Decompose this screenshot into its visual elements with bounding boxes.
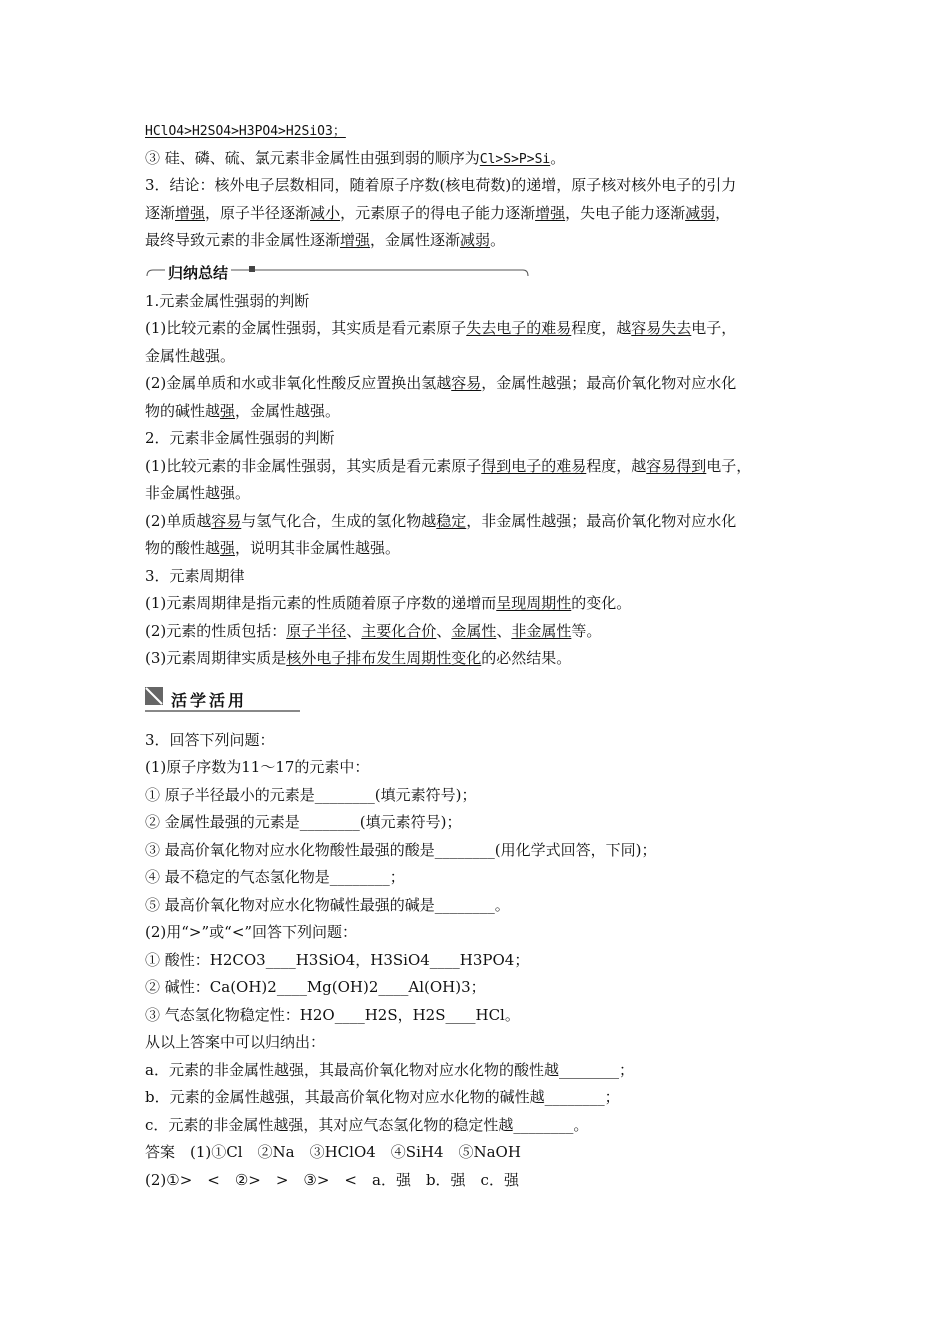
answer-blank: 容易 [451,374,482,392]
text: ， [715,203,731,222]
text: 最终导致元素的非金属性逐渐 [145,231,341,249]
summary-line [145,535,825,563]
text: (1)比较元素的非金属性强弱，其实质是看元素原子 [145,456,482,475]
summary-line [145,508,825,536]
question-line: b．元素的金属性越强，其最高价氧化物对应水化物的碱性越________； [145,1088,620,1106]
text: 的必然结果。 [481,649,572,667]
text: 电子， [706,456,752,475]
summary-line: 3．元素周期律 [145,566,245,585]
answer-blank: 得到电子的难易 [481,456,587,475]
text: 物的酸性越 [145,539,221,557]
conclusion-line-3 [145,227,825,255]
answer-blank: 增强 [340,231,371,249]
text: 。 [490,231,506,249]
acid-order-line [145,117,825,145]
answer-blank: Cl>S>P>Si [479,151,551,167]
document-page [145,117,825,1194]
question-line: (1)原子序数为11～17的元素中： [145,758,370,776]
question-line: (2)用“>”或“<”回答下列问题： [145,923,358,941]
question-line: ③ 气态氢化物稳定性：H2O____H2S，H2S____HCl。 [145,1005,520,1024]
answer-blank: 核外电子排布发生周期性变化 [286,649,482,667]
text: 、 [496,621,512,640]
answer-blank: 主要化合价 [361,621,437,640]
text: 与氢气化合，生成的氢化物越 [241,511,437,530]
question-line: ② 金属性最强的元素是________(填元素符号)； [145,813,462,831]
answer-blank: 减小 [310,203,341,222]
text: 等。 [571,621,602,640]
text: 逐渐 [145,203,176,222]
summary-header [145,258,825,288]
answer-blank: 稳定 [436,511,467,530]
summary-line [145,370,825,398]
question-line: ④ 最不稳定的气态氢化物是________； [145,868,405,886]
question-line: ③ 最高价氧化物对应水化物酸性最强的酸是________(用化学式回答，下同)； [145,840,657,859]
answer-blank: 减弱 [460,231,491,249]
conclusion-line-2 [145,200,825,228]
summary-line [145,618,825,646]
summary-line [145,645,825,673]
text: 、 [346,621,362,640]
summary-line [145,453,825,481]
question-line: ① 酸性：H2CO3____H3SiO4，H3SiO4____H3PO4； [145,950,530,969]
summary-line: 1.元素金属性强弱的判断 [145,291,310,310]
text: (1)元素周期律是指元素的性质随着原子序数的递增而 [145,594,497,612]
practice-title: 活学活用 [171,690,248,710]
text: (2)金属单质和水或非氧化性酸反应置换出氢越 [145,374,452,392]
text: 程度，越 [586,456,647,475]
text: 物的碱性越 [145,401,221,420]
answer-blank: 非金属性 [511,621,572,640]
text: ，金属性逐渐 [370,231,461,249]
question-line: ⑤ 最高价氧化物对应水化物碱性最强的碱是________。 [145,895,510,914]
answer-blank: 金属性 [451,621,497,640]
text: (3)元素周期律实质是 [145,649,287,667]
question-line: 3．回答下列问题： [145,730,275,749]
answer-blank: 减弱 [685,203,716,222]
summary-title: 归纳总结 [165,262,231,283]
text: 、 [436,621,452,640]
answer-blank: 容易失去 [631,319,692,337]
question-line: 从以上答案中可以归纳出： [145,1033,326,1051]
text: ，原子半径逐渐 [205,203,311,222]
answer-line: 答案 (1)①Cl ②Na ③HClO4 ④SiH4 ⑤NaOH [145,1143,521,1161]
question-line: a．元素的非金属性越强，其最高价氧化物对应水化物的酸性越________； [145,1060,634,1079]
text: ，失电子能力逐渐 [565,203,686,222]
answer-line: (2)①> < ②> > ③> < a．强 b．强 c．强 [145,1170,519,1189]
text: ，金属性越强；最高价氧化物对应水化 [481,374,737,392]
text: 的变化。 [571,594,632,612]
text: ，金属性越强。 [235,401,341,420]
text: (2)元素的性质包括： [145,621,287,640]
summary-line: 非金属性越强。 [145,484,251,502]
answer-blank: 失去电子的难易 [466,319,572,337]
summary-line [145,315,825,343]
text: ，说明其非金属性越强。 [235,539,401,557]
text: (2)单质越 [145,511,212,530]
answer-blank: 原子半径 [286,621,347,640]
practice-header [145,679,825,727]
nonmetal-order-line [145,145,825,173]
question-line: ① 原子半径最小的元素是________(填元素符号)； [145,785,477,804]
question-line: ② 碱性：Ca(OH)2____Mg(OH)2____Al(OH)3； [145,978,486,996]
text: ③ 硅、磷、硫、氯元素非金属性由强到弱的顺序为 [145,148,480,167]
text: 。 [550,148,566,167]
text: (1)比较元素的金属性强弱，其实质是看元素原子 [145,319,467,337]
summary-line: 2．元素非金属性强弱的判断 [145,429,335,447]
text: 程度，越 [571,319,632,337]
answer-blank: 呈现周期性 [496,594,572,612]
text: 电子， [691,319,737,337]
answer-blank: 容易 [211,511,242,530]
conclusion-line: 3．结论：核外电子层数相同，随着原子序数(核电荷数)的递增，原子核对核外电子的引力 [145,176,737,194]
text: ，非金属性越强；最高价氧化物对应水化 [466,511,737,530]
question-line: c．元素的非金属性越强，其对应气态氢化物的稳定性越________。 [145,1115,589,1134]
answer-blank: 增强 [175,203,206,222]
acid-order-answer: HClO4>H2SO4>H3PO4>H2SiO3； [145,124,346,139]
summary-line: 金属性越强。 [145,346,236,365]
answer-blank: 强 [220,539,236,557]
answer-blank: 增强 [535,203,566,222]
summary-line [145,590,825,618]
answer-blank: 强 [220,401,236,420]
summary-line [145,398,825,426]
answer-blank: 容易得到 [646,456,707,475]
text: ，元素原子的得电子能力逐渐 [340,203,536,222]
